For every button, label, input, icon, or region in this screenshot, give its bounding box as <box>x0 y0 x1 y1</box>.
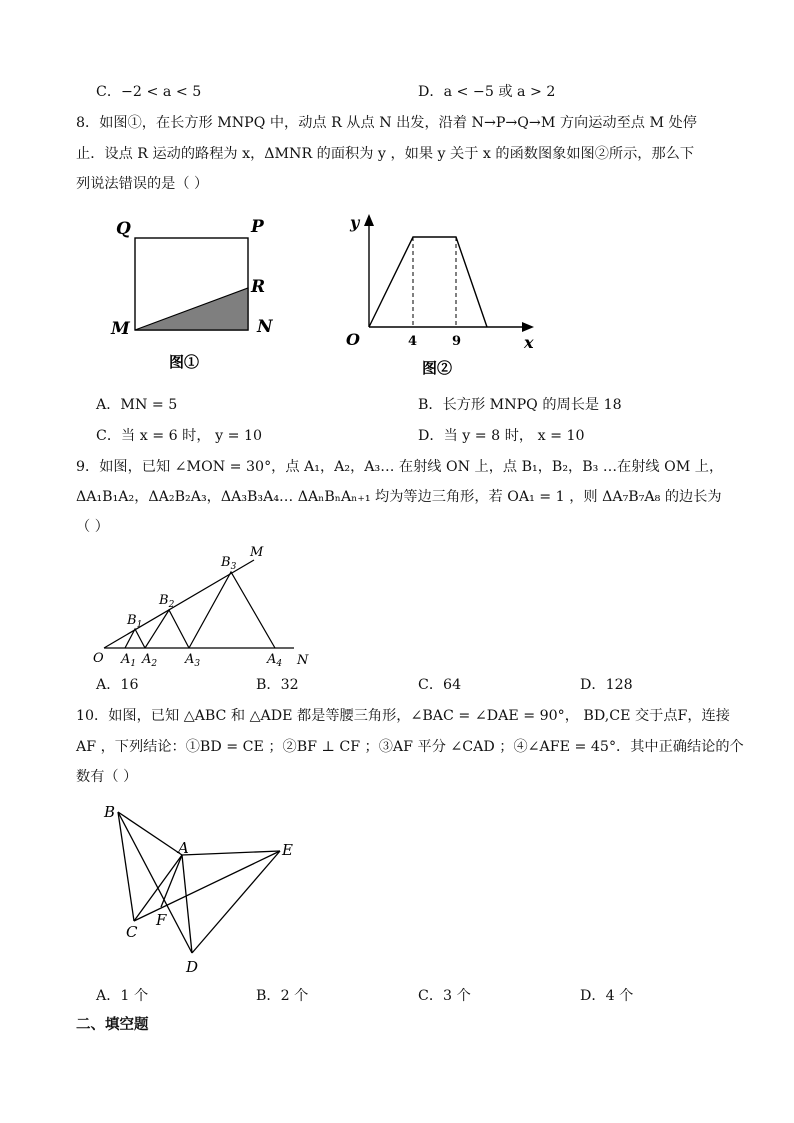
q9-option-c: C．64 <box>418 677 462 693</box>
triangle-a2b2a3 <box>145 610 189 648</box>
segment-ae <box>182 851 280 855</box>
function-graph <box>369 237 487 327</box>
label-c: C <box>126 923 138 941</box>
label-a3: $A_3$ <box>185 652 201 669</box>
figure-2-caption: 图② <box>422 359 453 377</box>
label-a1: $A_1$ <box>121 652 137 669</box>
q8-figure-1 <box>105 210 295 380</box>
segment-ba <box>118 812 182 855</box>
q10-figure <box>96 795 316 980</box>
q8-option-d: D．当 y = 8 时， x = 10 <box>418 428 585 444</box>
q10-option-c: C．3 个 <box>418 988 471 1004</box>
q10-stem-line-2: AF ，下列结论：①BD = CE ；②BF ⊥ CF ；③AF 平分 ∠CAD ；④∠AFE = 45°．其中正确结论的个 <box>76 739 744 755</box>
x-axis-arrow <box>522 322 534 332</box>
q8-option-c: C．当 x = 6 时， y = 10 <box>96 428 263 444</box>
label-q: Q <box>116 219 131 239</box>
origin-label: O <box>346 330 360 349</box>
q8-stem-line-2: 止．设点 R 运动的路程为 x，ΔMNR 的面积为 y ，如果 y 关于 x 的函数图象如图②所示，那么下 <box>76 146 695 162</box>
label-e: E <box>282 841 293 859</box>
q10-stem-line-1: 10．如图，已知 △ABC 和 △ADE 都是等腰三角形，∠BAC = ∠DAE = 90°， BD,CE 交于点F，连接 <box>76 708 730 724</box>
triangle-a1b1a2 <box>125 629 145 648</box>
q8-figure-2 <box>338 206 548 381</box>
axis-label-y: y <box>350 213 360 232</box>
label-d: D <box>186 958 199 976</box>
label-f: F <box>156 911 167 929</box>
q10-option-b: B．2 个 <box>256 988 309 1004</box>
shaded-triangle-mnr <box>135 288 248 330</box>
q9-stem-line-1: 9．如图，已知 ∠MON = 30°，点 A₁，A₂，A₃… 在射线 ON 上，点 B₁，B₂，B₃ …在射线 OM 上， <box>76 459 724 475</box>
label-n: N <box>257 317 273 337</box>
q9-option-d: D．128 <box>580 677 633 693</box>
q8-stem-line-1: 8．如图①，在长方形 MNPQ 中，动点 R 从点 N 出发，沿着 N→P→Q→M 方向运动至点 M 处停 <box>76 115 697 131</box>
triangle-a3b3a4 <box>189 572 275 648</box>
q9-stem-line-2: ΔA₁B₁A₂，ΔA₂B₂A₃，ΔA₃B₃A₄… ΔAₙBₙAₙ₊₁ 均为等边三角形，若 OA₁ = 1 ，则 ΔA₇B₇A₈ 的边长为 <box>76 489 722 505</box>
label-a: A <box>178 839 189 857</box>
section-heading-fill-in: 二、填空题 <box>76 1016 149 1033</box>
label-m: M <box>250 545 264 560</box>
y-axis-arrow <box>364 214 374 226</box>
label-n: N <box>297 653 309 668</box>
q9-figure <box>88 540 328 670</box>
segment-ed <box>192 851 280 953</box>
label-a4: $A_4$ <box>267 652 283 669</box>
label-a2: $A_2$ <box>142 652 158 669</box>
axis-label-x: x <box>524 333 534 352</box>
label-m: M <box>111 319 130 339</box>
tick-label-9: 9 <box>452 334 462 349</box>
q8-stem-line-3: 列说法错误的是（ ） <box>76 176 209 192</box>
q10-stem-line-3: 数有（ ） <box>76 769 138 785</box>
q9-stem-line-3: （ ） <box>76 519 109 535</box>
q8-option-b: B．长方形 MNPQ 的周长是 18 <box>418 397 622 413</box>
label-o: O <box>93 651 104 666</box>
label-b2: $B_2$ <box>159 593 175 610</box>
q8-option-a: A．MN = 5 <box>96 397 178 413</box>
q9-option-a: A．16 <box>96 677 139 693</box>
label-b3: $B_3$ <box>221 555 237 572</box>
label-b1: $B_1$ <box>127 613 143 630</box>
q7-option-c: C．−2 < a < 5 <box>96 84 202 100</box>
figure-1-caption: 图① <box>169 353 200 371</box>
q7-option-d: D．a < −5 或 a > 2 <box>418 84 556 100</box>
label-p: P <box>251 217 264 237</box>
q10-option-d: D．4 个 <box>580 988 634 1004</box>
label-r: R <box>251 277 266 297</box>
segment-ad <box>182 855 192 953</box>
label-b: B <box>104 803 116 821</box>
q10-option-a: A．1 个 <box>96 988 149 1004</box>
tick-label-4: 4 <box>408 334 418 349</box>
q9-option-b: B．32 <box>256 677 299 693</box>
